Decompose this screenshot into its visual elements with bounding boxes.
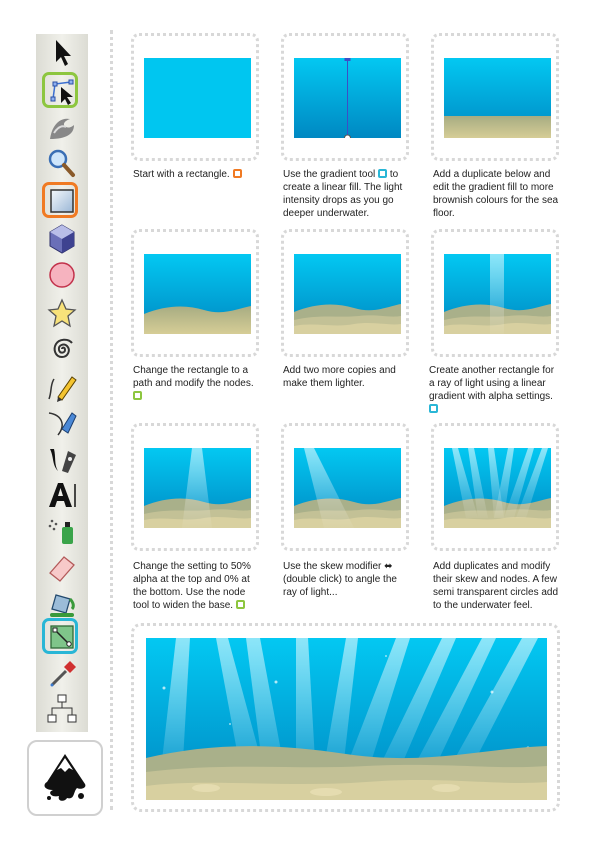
- spiral-icon: [44, 333, 80, 365]
- node-tool-button[interactable]: [39, 74, 85, 108]
- text-a-icon: [44, 479, 80, 511]
- step-9-panel: [431, 423, 559, 551]
- eraser-icon: [44, 551, 80, 583]
- dropper-tool-button[interactable]: [39, 656, 85, 690]
- step-6-illustration: [444, 254, 551, 334]
- step-7-caption: Change the setting to 50% alpha at the top and 0% at the bottom. Use the node tool to widen the base.: [133, 561, 251, 611]
- final-underwater-illustration: [146, 638, 547, 800]
- step-3-illustration: [444, 58, 551, 138]
- light-ray: [490, 254, 504, 334]
- gradient-icon: [44, 621, 80, 653]
- pen-tool-button[interactable]: [39, 406, 85, 440]
- step-7-illustration: [144, 448, 251, 528]
- pencil-icon: [44, 371, 80, 403]
- selector-tool-button[interactable]: [39, 36, 85, 70]
- step-1-panel: [131, 33, 259, 161]
- step-8-illustration: [294, 448, 401, 528]
- pencil-tool-button[interactable]: [39, 370, 85, 404]
- step-5-caption: Add two more copies and make them lighter.: [283, 365, 396, 389]
- zoom-tool-button[interactable]: [39, 146, 85, 180]
- step-1-illustration: [144, 58, 251, 138]
- inkscape-logo: [27, 740, 103, 816]
- connector-tool-button[interactable]: [39, 692, 85, 726]
- toolbox: [36, 34, 88, 732]
- star-icon: [44, 297, 80, 329]
- node-tool-marker: [236, 600, 245, 609]
- gradient-tool-marker: [429, 404, 438, 413]
- inkscape-logo-icon: [37, 750, 93, 806]
- step-4-illustration: [144, 254, 251, 334]
- ellipse-tool-button[interactable]: [39, 258, 85, 292]
- step-4-panel: [131, 229, 259, 357]
- pen-bezier-icon: [44, 407, 80, 439]
- step-2-panel: [281, 33, 409, 161]
- step-6-panel: [431, 229, 559, 357]
- arrow-pointer-icon: [44, 37, 80, 69]
- eyedropper-icon: [44, 657, 80, 689]
- step-1-caption: Start with a rectangle.: [133, 168, 263, 181]
- tweak-tool-button[interactable]: [39, 110, 85, 144]
- spray-tool-button[interactable]: [39, 514, 85, 548]
- step-3-caption: Add a duplicate below and edit the gradient fill to more brownish colours for the sea floor.: [433, 169, 559, 219]
- wave-tweak-icon: [44, 111, 80, 143]
- node-edit-icon: [44, 75, 80, 107]
- step-8-caption: Use the skew modifier ⬌ (double click) to angle the ray of light...: [283, 561, 397, 598]
- star-tool-button[interactable]: [39, 296, 85, 330]
- step-2-caption: Use the gradient tool to create a linear fill. The light intensity drops as you go deeper underwater.: [283, 169, 403, 219]
- step-4-caption: Change the rectangle to a path and modify the nodes.: [133, 364, 263, 403]
- paint-bucket-tool-button[interactable]: [39, 586, 85, 620]
- gradient-tool-marker: [378, 169, 387, 178]
- step-6-caption: Create another rectangle for a ray of light using a linear gradient with alpha settings.: [429, 364, 559, 416]
- eraser-tool-button[interactable]: [39, 550, 85, 584]
- spiral-tool-button[interactable]: [39, 332, 85, 366]
- calligraphy-tool-button[interactable]: [39, 442, 85, 476]
- node-tool-marker: [133, 391, 142, 400]
- divider: [110, 30, 113, 810]
- cube-3d-icon: [44, 223, 80, 255]
- circle-icon: [44, 259, 80, 291]
- step-5-illustration: [294, 254, 401, 334]
- gradient-start-handle: [345, 58, 351, 61]
- gradient-end-handle: [345, 135, 351, 138]
- step-9-caption: Add duplicates and modify their skew and nodes. A few semi transparent circles add to the underwater feel.: [433, 561, 559, 611]
- rectangle-icon: [44, 185, 80, 217]
- step-2-illustration: [294, 58, 401, 138]
- step-8-panel: [281, 423, 409, 551]
- connector-diagram-icon: [44, 693, 80, 725]
- step-3-panel: [431, 33, 559, 161]
- step-9-illustration: [444, 448, 551, 528]
- paint-bucket-icon: [44, 587, 80, 619]
- step-7-panel: [131, 423, 259, 551]
- skew-arrows-icon: ⬌: [384, 561, 393, 572]
- box-3d-tool-button[interactable]: [39, 222, 85, 256]
- final-underwater-scene-panel: [131, 623, 560, 812]
- calligraphy-nib-icon: [44, 443, 80, 475]
- text-tool-button[interactable]: [39, 478, 85, 512]
- magnifier-icon: [44, 147, 80, 179]
- rectangle-tool-button[interactable]: [39, 184, 85, 218]
- step-5-panel: [281, 229, 409, 357]
- gradient-tool-button[interactable]: [39, 620, 85, 654]
- rectangle-tool-marker: [233, 169, 242, 178]
- spray-can-icon: [44, 515, 80, 547]
